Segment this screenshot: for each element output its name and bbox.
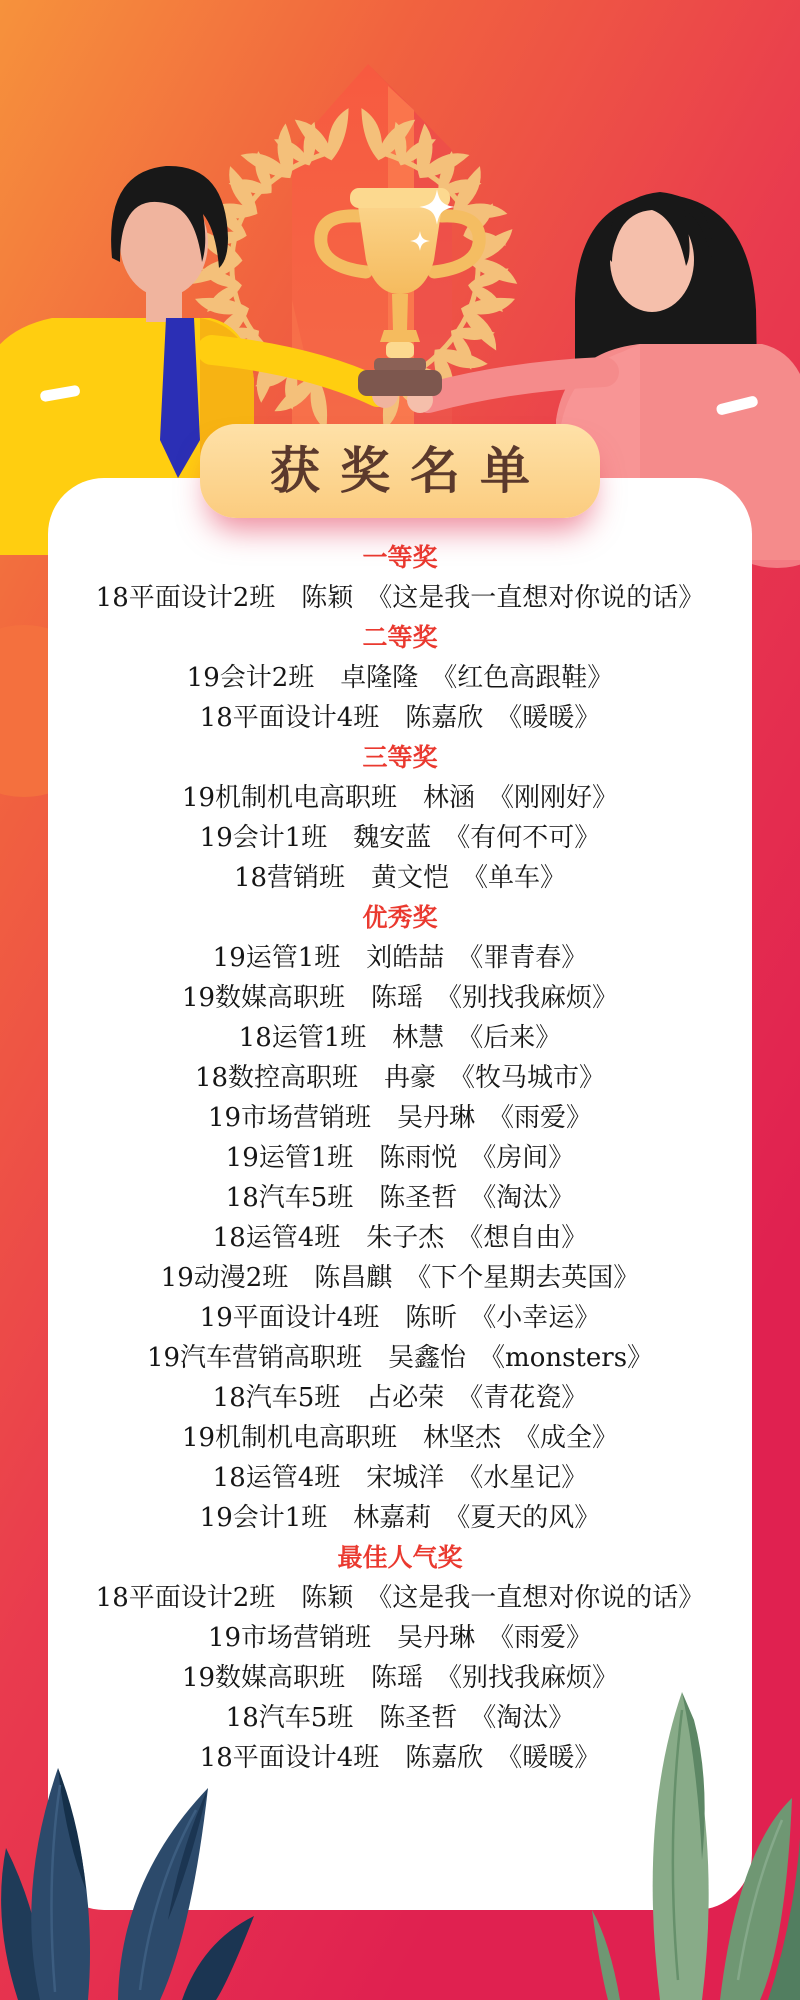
award-entry: 18平面设计2班 陈颖 《这是我一直想对你说的话》 — [95, 1583, 705, 1613]
award-section-title: 最佳人气奖 — [337, 1543, 463, 1572]
award-section-title: 一等奖 — [362, 543, 438, 572]
award-entry: 18运管1班 林慧 《后来》 — [238, 1023, 562, 1053]
award-entry: 19平面设计4班 陈昕 《小幸运》 — [199, 1303, 601, 1333]
award-entry: 18平面设计2班 陈颖 《这是我一直想对你说的话》 — [95, 583, 705, 613]
award-section-title: 优秀奖 — [362, 903, 438, 932]
award-entry: 19会计1班 林嘉莉 《夏天的风》 — [199, 1503, 601, 1533]
award-entry: 18平面设计4班 陈嘉欣 《暖暖》 — [199, 1743, 601, 1773]
page-title: 获奖名单 — [270, 441, 550, 500]
award-entry: 18数控高职班 冉豪 《牧马城市》 — [194, 1063, 606, 1093]
award-entry: 18汽车5班 陈圣哲 《淘汰》 — [225, 1703, 575, 1733]
award-banner — [200, 424, 600, 518]
award-entry: 18营销班 黄文恺 《单车》 — [233, 863, 567, 893]
award-entry: 19数媒高职班 陈瑶 《别找我麻烦》 — [181, 983, 619, 1013]
award-entry: 19动漫2班 陈昌麒 《下个星期去英国》 — [160, 1263, 640, 1293]
award-entry: 19会计2班 卓隆隆 《红色高跟鞋》 — [186, 663, 614, 693]
award-entry: 19市场营销班 吴丹琳 《雨爱》 — [207, 1623, 593, 1653]
award-entry: 18汽车5班 占必荣 《青花瓷》 — [212, 1383, 588, 1413]
award-section-title: 三等奖 — [362, 743, 438, 772]
award-entry: 19会计1班 魏安蓝 《有何不可》 — [199, 823, 601, 853]
plant-left-icon — [0, 1730, 260, 2000]
award-entry: 18平面设计4班 陈嘉欣 《暖暖》 — [199, 703, 601, 733]
award-entry: 19数媒高职班 陈瑶 《别找我麻烦》 — [181, 1663, 619, 1693]
award-entry: 18运管4班 朱子杰 《想自由》 — [212, 1223, 588, 1253]
award-list — [48, 538, 752, 1778]
award-entry: 19运管1班 陈雨悦 《房间》 — [225, 1143, 575, 1173]
award-entry: 18汽车5班 陈圣哲 《淘汰》 — [225, 1183, 575, 1213]
award-entry: 19机制机电高职班 林涵 《刚刚好》 — [181, 783, 619, 813]
award-entry: 19机制机电高职班 林坚杰 《成全》 — [181, 1423, 619, 1453]
award-entry: 19市场营销班 吴丹琳 《雨爱》 — [207, 1103, 593, 1133]
award-entry: 18运管4班 宋城洋 《水星记》 — [212, 1463, 588, 1493]
award-entry: 19汽车营销高职班 吴鑫怡 《monsters》 — [146, 1343, 654, 1373]
award-section-title: 二等奖 — [362, 623, 438, 652]
award-entry: 19运管1班 刘皓喆 《罪青春》 — [212, 943, 588, 973]
plant-right-icon — [590, 1680, 800, 2000]
